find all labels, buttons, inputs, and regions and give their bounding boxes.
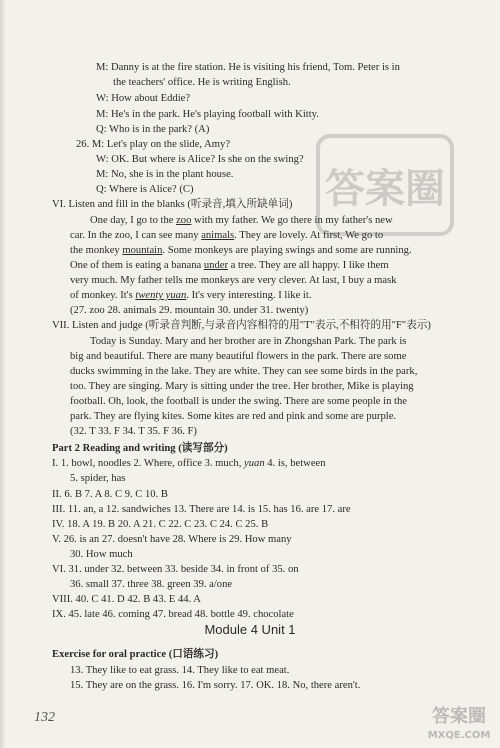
text-line: M: No, she is in the plant house. (96, 169, 234, 180)
text-line: park. They are flying kites. Some kites are red and pink and some are purple. (70, 411, 397, 422)
svg-text:答案圈: 答案圈 (432, 706, 486, 727)
text-line: car. In the zoo, I can see many animals. They are lovely. At first, We go to (70, 230, 384, 241)
text-line: the monkey mountain. Some monkeys are playing swings and some are running. (70, 245, 412, 256)
text-line: Q: Where is Alice? (C) (96, 184, 194, 195)
answer-line: (32. T 33. F 34. T 35. F 36. F) (70, 426, 197, 437)
text-line: 26. M: Let's play on the slide, Amy? (76, 139, 231, 150)
answer-line: VI. 31. under 32. between 33. beside 34. in front of 35. on (52, 564, 299, 575)
section-heading: VI. Listen and fill in the blanks (听录音,填入所缺单词) (52, 199, 293, 210)
part-heading: Part 2 Reading and writing (读写部分) (52, 443, 228, 454)
text-line: W: OK. But where is Alice? Is she on the swing? (96, 154, 304, 165)
text-line: football. Oh, look, the football is under the swing. There are some people in the (70, 396, 407, 407)
exercise-heading: Exercise for oral practice (口语练习) (52, 649, 219, 660)
text-line: Today is Sunday. Mary and her brother are in Zhongshan Park. The park is (90, 336, 407, 347)
text-line: W: How about Eddie? (96, 93, 191, 104)
text-line: One of them is eating a banana under a tree. They are all happy. I like them (70, 260, 389, 271)
answer-line: I. 1. bowl, noodles 2. Where, office 3. much, yuan 4. is, between (52, 458, 326, 469)
text-line: Q: Who is in the park? (A) (96, 124, 210, 135)
text-line: of monkey. It's twenty yuan. It's very interesting. I like it. (70, 290, 312, 301)
text-line: too. They are singing. Mary is sitting under the tree. Her brother, Mike is playing (70, 381, 414, 392)
answer-line: 30. How much (70, 549, 133, 560)
text-line: ducks swimming in the lake. They are white. They can see some birds in the park, (70, 366, 418, 377)
svg-text:MXQE.COM: MXQE.COM (427, 730, 491, 741)
stamp-watermark (310, 130, 460, 240)
section-heading: VII. Listen and judge (听录音判断,与录音内容相符的用"T"表示,不相符的用"F"表示) (52, 320, 431, 331)
answer-line: VIII. 40. C 41. D 42. B 43. E 44. A (52, 594, 201, 605)
answer-line: 36. small 37. three 38. green 39. a/one (70, 579, 233, 590)
text-line: M: He's in the park. He's playing football with Kitty. (96, 109, 319, 120)
site-watermark (420, 700, 498, 744)
text-line: the teachers' office. He is writing English. (113, 77, 291, 88)
answer-line: IV. 18. A 19. B 20. A 21. C 22. C 23. C 24. C 25. B (52, 519, 269, 530)
answer-line: II. 6. B 7. A 8. C 9. C 10. B (52, 489, 168, 500)
text-line: One day, I go to the zoo with my father. We go there in my father's new (90, 215, 393, 226)
text-line: very much. My father tells me monkeys are very clever. At last, I buy a mask (70, 275, 397, 286)
answer-line: V. 26. is an 27. doesn't have 28. Where is 29. How many (52, 534, 292, 545)
answer-line: III. 11. an, a 12. sandwiches 13. There are 14. is 15. has 16. are 17. are (52, 504, 351, 515)
text-line: M: Danny is at the fire station. He is visiting his friend, Tom. Peter is in (96, 62, 400, 73)
answer-line: IX. 45. late 46. coming 47. bread 48. bottle 49. chocolate (52, 609, 294, 620)
answer-line: 5. spider, has (70, 473, 126, 484)
answer-line: 15. They are on the grass. 16. I'm sorry. 17. OK. 18. No, there aren't. (70, 680, 361, 691)
module-title: Module 4 Unit 1 (204, 622, 296, 637)
answer-line: 13. They like to eat grass. 14. They like to eat meat. (70, 665, 290, 676)
svg-text:答案圈: 答案圈 (325, 166, 445, 212)
page-number: 132 (34, 710, 55, 725)
text-line: big and beautiful. There are many beautiful flowers in the park. There are some (70, 351, 407, 362)
answer-line: (27. zoo 28. animals 29. mountain 30. under 31. twenty) (70, 305, 309, 316)
